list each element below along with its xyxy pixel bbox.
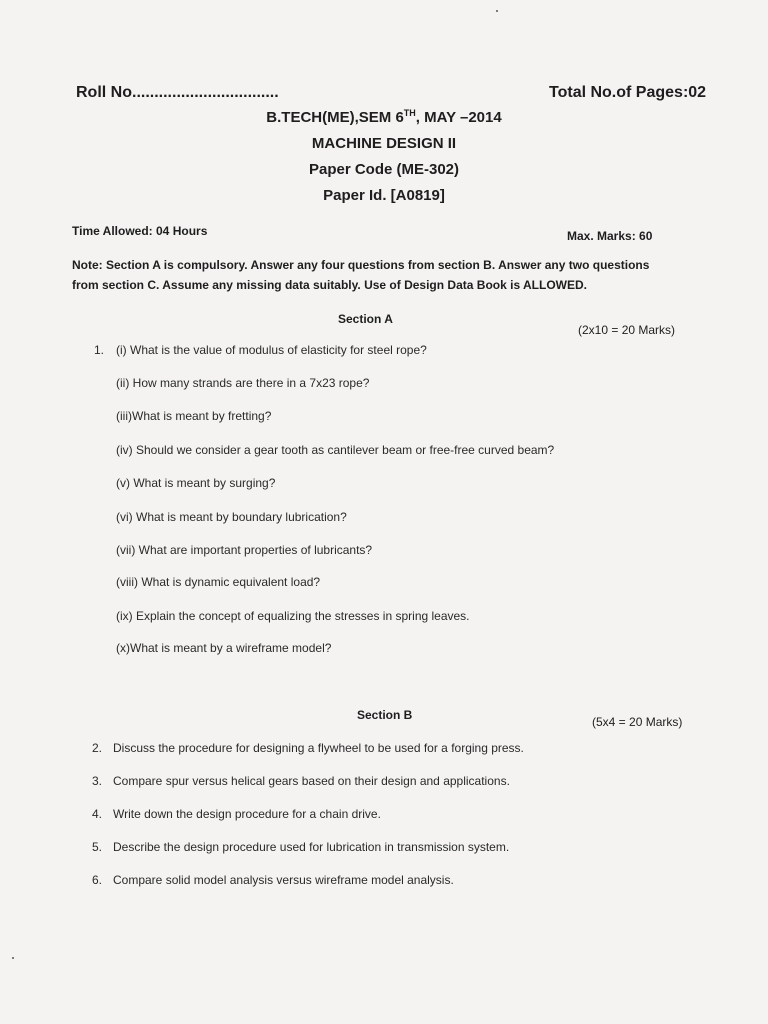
question-text: Write down the design procedure for a chain drive. <box>113 807 381 821</box>
max-marks: Max. Marks: 60 <box>567 229 653 243</box>
course-line <box>0 109 768 126</box>
list-item: (vi) What is meant by boundary lubrication? <box>116 510 347 524</box>
paper-id: Paper Id. [A0819] <box>323 187 445 204</box>
list-item: (x)What is meant by a wireframe model? <box>116 641 332 655</box>
note-line-2: from section C. Assume any missing data suitably. Use of Design Data Book is ALLOWED. <box>72 278 587 292</box>
question-text: Describe the design procedure used for lubrication in transmission system. <box>113 840 510 854</box>
question-text: Discuss the procedure for designing a flywheel to be used for a forging press. <box>113 741 524 755</box>
question-number: 1. <box>94 343 105 357</box>
course-suffix: , MAY –2014 <box>415 109 502 126</box>
section-a-title: Section A <box>338 312 393 326</box>
total-pages: Total No.of Pages:02 <box>549 84 707 101</box>
question-number: 6. <box>92 873 103 887</box>
paper-code: Paper Code (ME-302) <box>308 161 460 178</box>
list-item: (i) What is the value of modulus of elasticity for steel rope? <box>116 343 427 357</box>
question-number: 3. <box>92 774 103 788</box>
list-item: (iv) Should we consider a gear tooth as cantilever beam or free-free curved beam? <box>116 443 555 457</box>
time-allowed: Time Allowed: 04 Hours <box>72 224 208 238</box>
course-superscript: TH <box>403 108 416 118</box>
list-item: (ix) Explain the concept of equalizing the stresses in spring leaves. <box>116 609 470 623</box>
list-item: (ii) How many strands are there in a 7x23 rope? <box>116 376 370 390</box>
scan-speck <box>12 957 14 959</box>
note-line-1: Note: Section A is compulsory. Answer any four questions from section B. Answer any two questions <box>72 258 650 272</box>
question-number: 5. <box>92 840 103 854</box>
section-b-marks: (5x4 = 20 Marks) <box>592 715 683 729</box>
scan-speck <box>496 10 498 12</box>
question-number: 2. <box>92 741 103 755</box>
question-text: Compare solid model analysis versus wireframe model analysis. <box>113 873 454 887</box>
section-b-title: Section B <box>357 708 413 722</box>
section-a-marks: (2x10 = 20 Marks) <box>578 323 676 337</box>
roll-number-field: Roll No................................. <box>76 84 279 101</box>
course-prefix: B.TECH(ME),SEM 6 <box>266 109 404 126</box>
subject-title: MACHINE DESIGN II <box>311 135 457 152</box>
list-item: (viii) What is dynamic equivalent load? <box>116 575 321 589</box>
question-text: Compare spur versus helical gears based on their design and applications. <box>113 774 510 788</box>
question-number: 4. <box>92 807 103 821</box>
list-item: (v) What is meant by surging? <box>116 476 276 490</box>
list-item: (vii) What are important properties of lubricants? <box>116 543 373 557</box>
list-item: (iii)What is meant by fretting? <box>116 409 272 423</box>
